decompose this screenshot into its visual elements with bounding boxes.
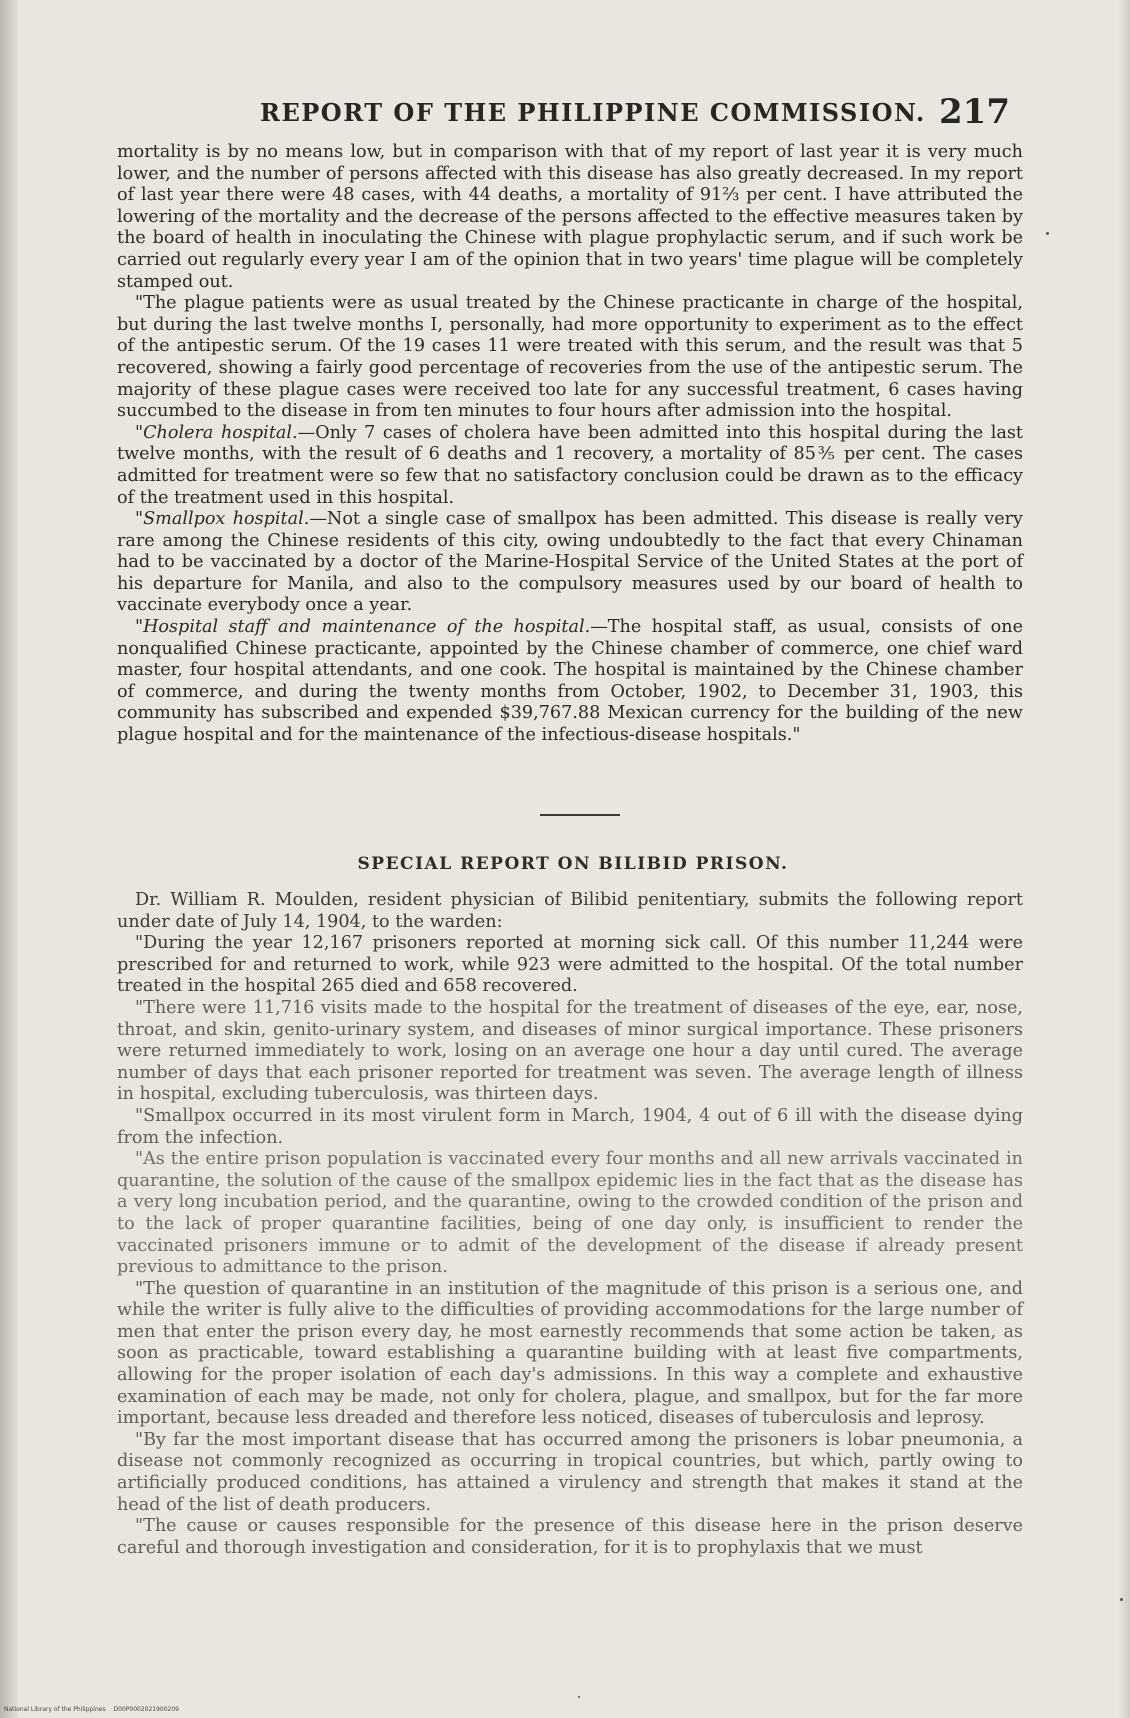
running-head (250, 92, 1010, 136)
scan-speck (1046, 232, 1049, 235)
paragraph-heading: "Smallpox hospital. (135, 509, 310, 530)
paragraph: "There were 11,716 visits made to the hospital for the treatment of diseases of the eye, ear, nose, throat, and skin, genito-urinary system, and diseases of minor surgical importance. These prisoners were returned immediately to work, losing on an average one hour a day until cured. The average number of days that each prisoner reported for treatment was seven. The average length of illness in hospital, excluding tuberculosis, was thirteen days. (117, 997, 1023, 1105)
page-edge-shadow (1118, 0, 1130, 1718)
report-continuation (117, 142, 1023, 747)
paragraph: "The cause or causes responsible for the presence of this disease here in the prison deserve careful and thorough investigation and consideration, for it is to prophylaxis that we must (117, 1516, 1023, 1558)
footer-id: D00P0002021900209 (113, 1706, 179, 1713)
paragraph: mortality is by no means low, but in comparison with that of my report of last year it is very much lower, and the number of persons affected with this disease has also greatly decreased. In my report of last year there were 48 cases, with 44 deaths, a mortality of 91⅔ per cent. I have attributed the lowering of the mortality and the decrease of the persons affected to the effective measures taken by the board of health in inoculating the Chinese with plague prophylactic serum, and if such work be carried out regularly every year I am of the opinion that in two years' time plague will be completely stamped out. (117, 142, 1023, 292)
scan-footer (4, 1706, 179, 1713)
paragraph (117, 617, 1023, 747)
paragraph: "Smallpox occurred in its most virulent form in March, 1904, 4 out of 6 ill with the disease dying from the infection. (117, 1105, 1023, 1148)
paragraph: Dr. William R. Moulden, resident physician of Bilibid penitentiary, submits the following report under date of July 14, 1904, to the warden: (117, 890, 1023, 932)
paragraph (117, 423, 1023, 509)
paragraph-text: —Only 7 cases of cholera have been admitted into this hospital during the last twelve months, with the result of 6 deaths and 1 recovery, a mortality of 85⅗ per cent. The cases admitted for treatment were so few that no satisfactory conclusion could be drawn as to the efficacy of the treatment used in this hospital. (117, 422, 1023, 508)
paragraph: "During the year 12,167 prisoners reported at morning sick call. Of this number 11,244 were prescribed for and returned to work, while 923 were admitted to the hospital. Of the total number treated in the hospital 265 died and 658 recovered. (117, 933, 1023, 997)
paragraph-text: —Not a single case of smallpox has been admitted. This disease is really very rare among the Chinese residents of this city, owing undoubtedly to the fact that every Chinaman had to be vaccinated by a doctor of the Marine-Hospital Service of the United States at the port of his departure for Manila, and also to the compulsory measures used by our board of health to vaccinate everybody once a year. (117, 509, 1023, 616)
paragraph-text: —The hospital staff, as usual, consists of one nonqualified Chinese practicante, appointed by the Chinese chamber of commerce, one chief ward master, four hospital attendants, and one cook. The hospital is maintained by the Chinese chamber of commerce, and during the twenty months from October, 1902, to December 31, 1903, this community has subscribed and expended $39,767.88 Mexican currency for the building of the new plague hospital and for the maintenance of the infectious-disease hospitals." (117, 617, 1023, 746)
paragraph: "The plague patients were as usual treated by the Chinese practicante in charge of the hospital, but during the last twelve months I, personally, had more opportunity to experiment as to the effect of the antipestic serum. Of the 19 cases 11 were treated with this serum, and the result was that 5 recovered, showing a fairly good percentage of recoveries from the use of the antipestic serum. The majority of these plague cases were received too late for any successful treatment, 6 cases having succumbed to the disease in from ten minutes to four hours after admission into the hospital. (117, 293, 1023, 422)
scan-speck (1120, 1598, 1123, 1601)
paragraph: "By far the most important disease that has occurred among the prisoners is lobar pneumonia, a disease not commonly recognized as occurring in tropical countries, but which, partly owing to artificially produced conditions, has attained a virulency and strength that makes it stand at the head of the list of death producers. (117, 1429, 1023, 1515)
page-number: 217 (939, 92, 1010, 132)
scan-speck (578, 1696, 580, 1698)
bilibid-report (117, 890, 1023, 1559)
running-head-title: REPORT OF THE PHILIPPINE COMMISSION. (260, 98, 926, 127)
paragraph-heading: "Cholera hospital. (135, 422, 298, 443)
page-gutter-shadow (0, 0, 18, 1718)
paragraph: "The question of quarantine in an institution of the magnitude of this prison is a serious one, and while the writer is fully alive to the difficulties of providing accommodations for the large number of men that enter the prison every day, he most earnestly recommends that some action be taken, as soon as practicable, toward establishing a quarantine building with at least five compartments, allowing for the proper isolation of each day's admissions. In this way a complete and exhaustive examination of each may be made, not only for cholera, plague, and smallpox, but for the far more important, because less dreaded and therefore less noticed, diseases of tuberculosis and leprosy. (117, 1278, 1023, 1429)
section-divider (540, 814, 620, 816)
footer-library: National Library of the Philippines (4, 1706, 106, 1713)
paragraph (117, 509, 1023, 617)
paragraph-heading: "Hospital staff and maintenance of the hospital. (135, 617, 591, 638)
paragraph: "As the entire prison population is vaccinated every four months and all new arrivals vaccinated in quarantine, the solution of the cause of the smallpox epidemic lies in the fact that as the disease has a very long incubation period, and the quarantine, owing to the crowded condition of the prison and to the lack of proper quarantine facilities, being of one day only, is insufficient to render the vaccinated prisoners immune or to admit of the development of the disease if already present previous to admittance to the prison. (117, 1149, 1023, 1278)
section-title: SPECIAL REPORT ON BILIBID PRISON. (357, 854, 789, 874)
